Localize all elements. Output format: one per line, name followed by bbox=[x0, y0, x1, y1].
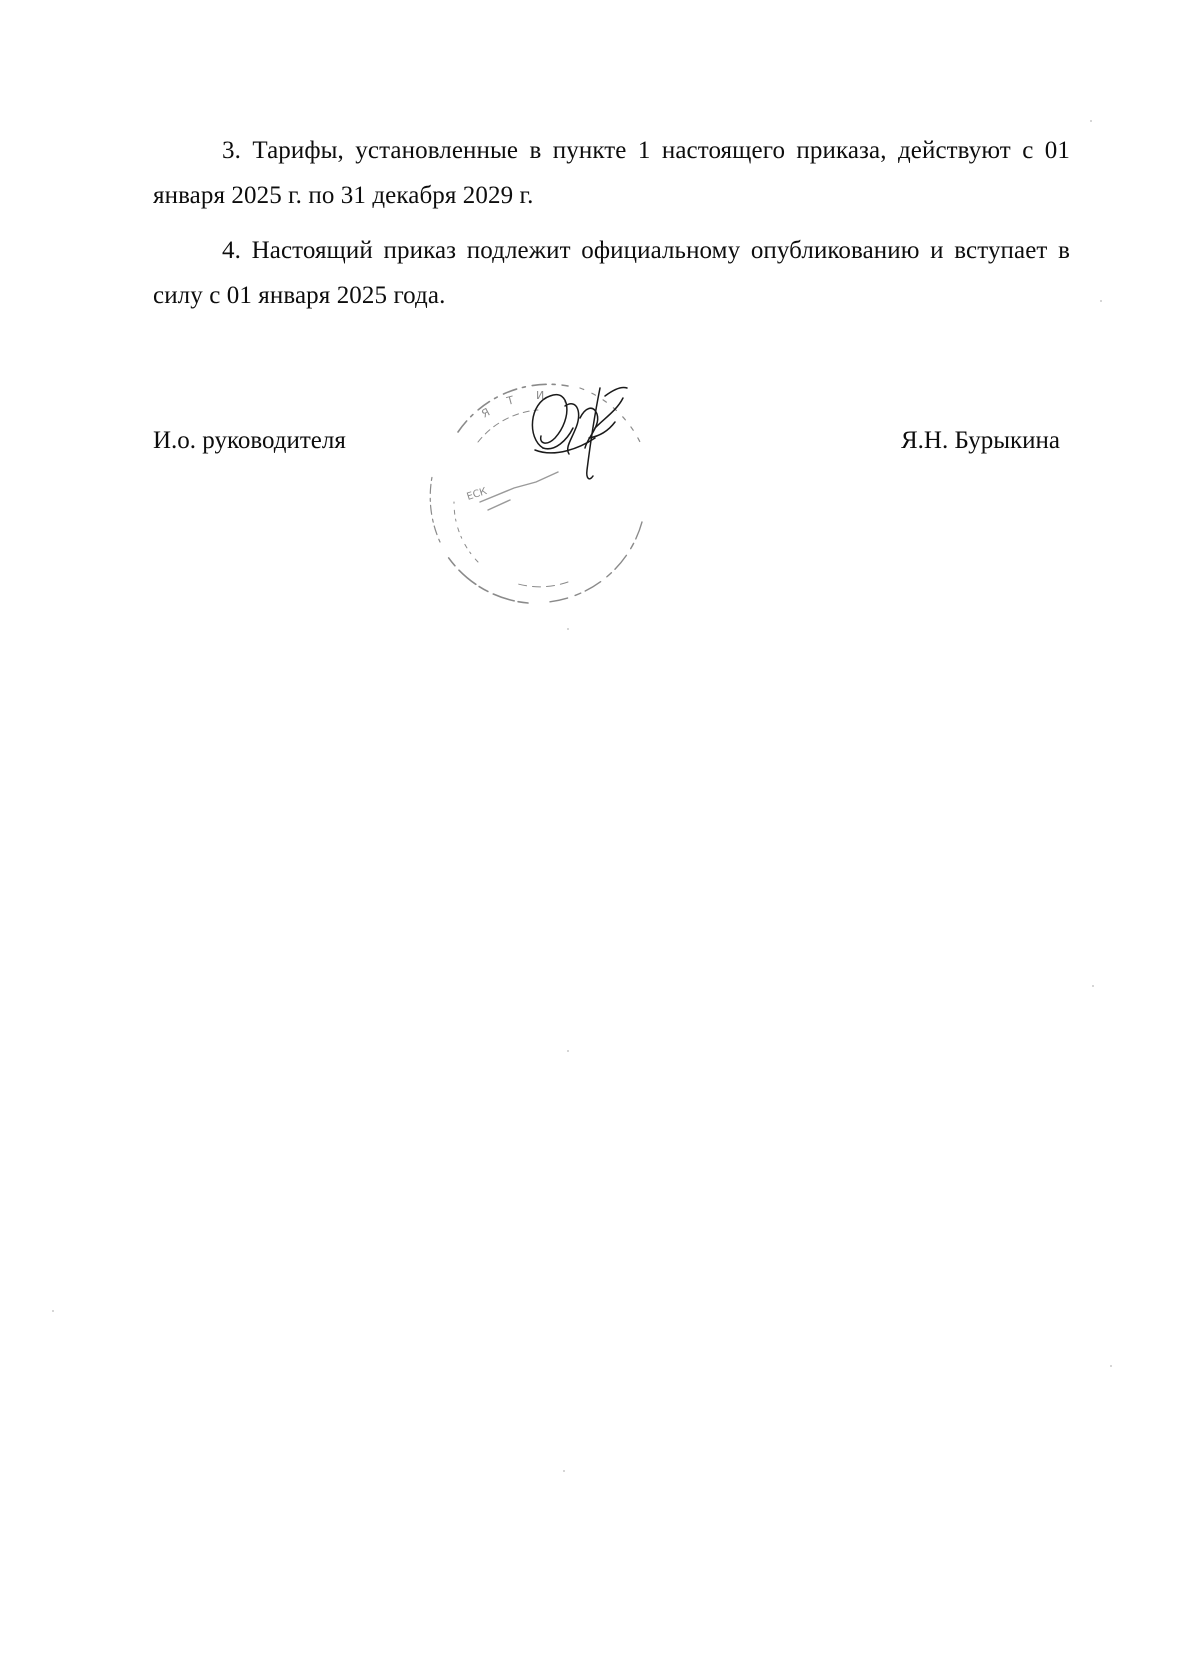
document-body bbox=[153, 128, 1070, 328]
scan-speck bbox=[1110, 1365, 1112, 1367]
signer-role: И.о. руководителя bbox=[153, 427, 346, 454]
scan-speck bbox=[1100, 300, 1102, 302]
scan-speck bbox=[1092, 985, 1094, 987]
svg-text:.: . bbox=[562, 392, 569, 406]
scan-speck bbox=[567, 1050, 569, 1052]
handwritten-signature-icon bbox=[525, 378, 630, 498]
scan-speck bbox=[52, 1310, 54, 1312]
svg-text:И: И bbox=[536, 389, 545, 402]
paragraph-4: 4. Настоящий приказ подлежит официальному опубликованию и вступает в силу с 01 января 2025 года. bbox=[153, 237, 1070, 309]
scan-speck bbox=[567, 628, 569, 630]
scan-speck bbox=[563, 1470, 565, 1472]
svg-text:ЕСК: ЕСК bbox=[465, 486, 489, 503]
seal-text-arc: Я bbox=[479, 405, 493, 421]
scan-speck bbox=[1090, 120, 1092, 122]
signer-name: Я.Н. Бурыкина bbox=[900, 427, 1060, 454]
svg-text:Т: Т bbox=[505, 393, 516, 408]
paragraph-3: 3. Тарифы, установленные в пункте 1 настоящего приказа, действуют с 01 января 2025 г. по 31 декабря 2029 г. bbox=[153, 137, 1070, 209]
